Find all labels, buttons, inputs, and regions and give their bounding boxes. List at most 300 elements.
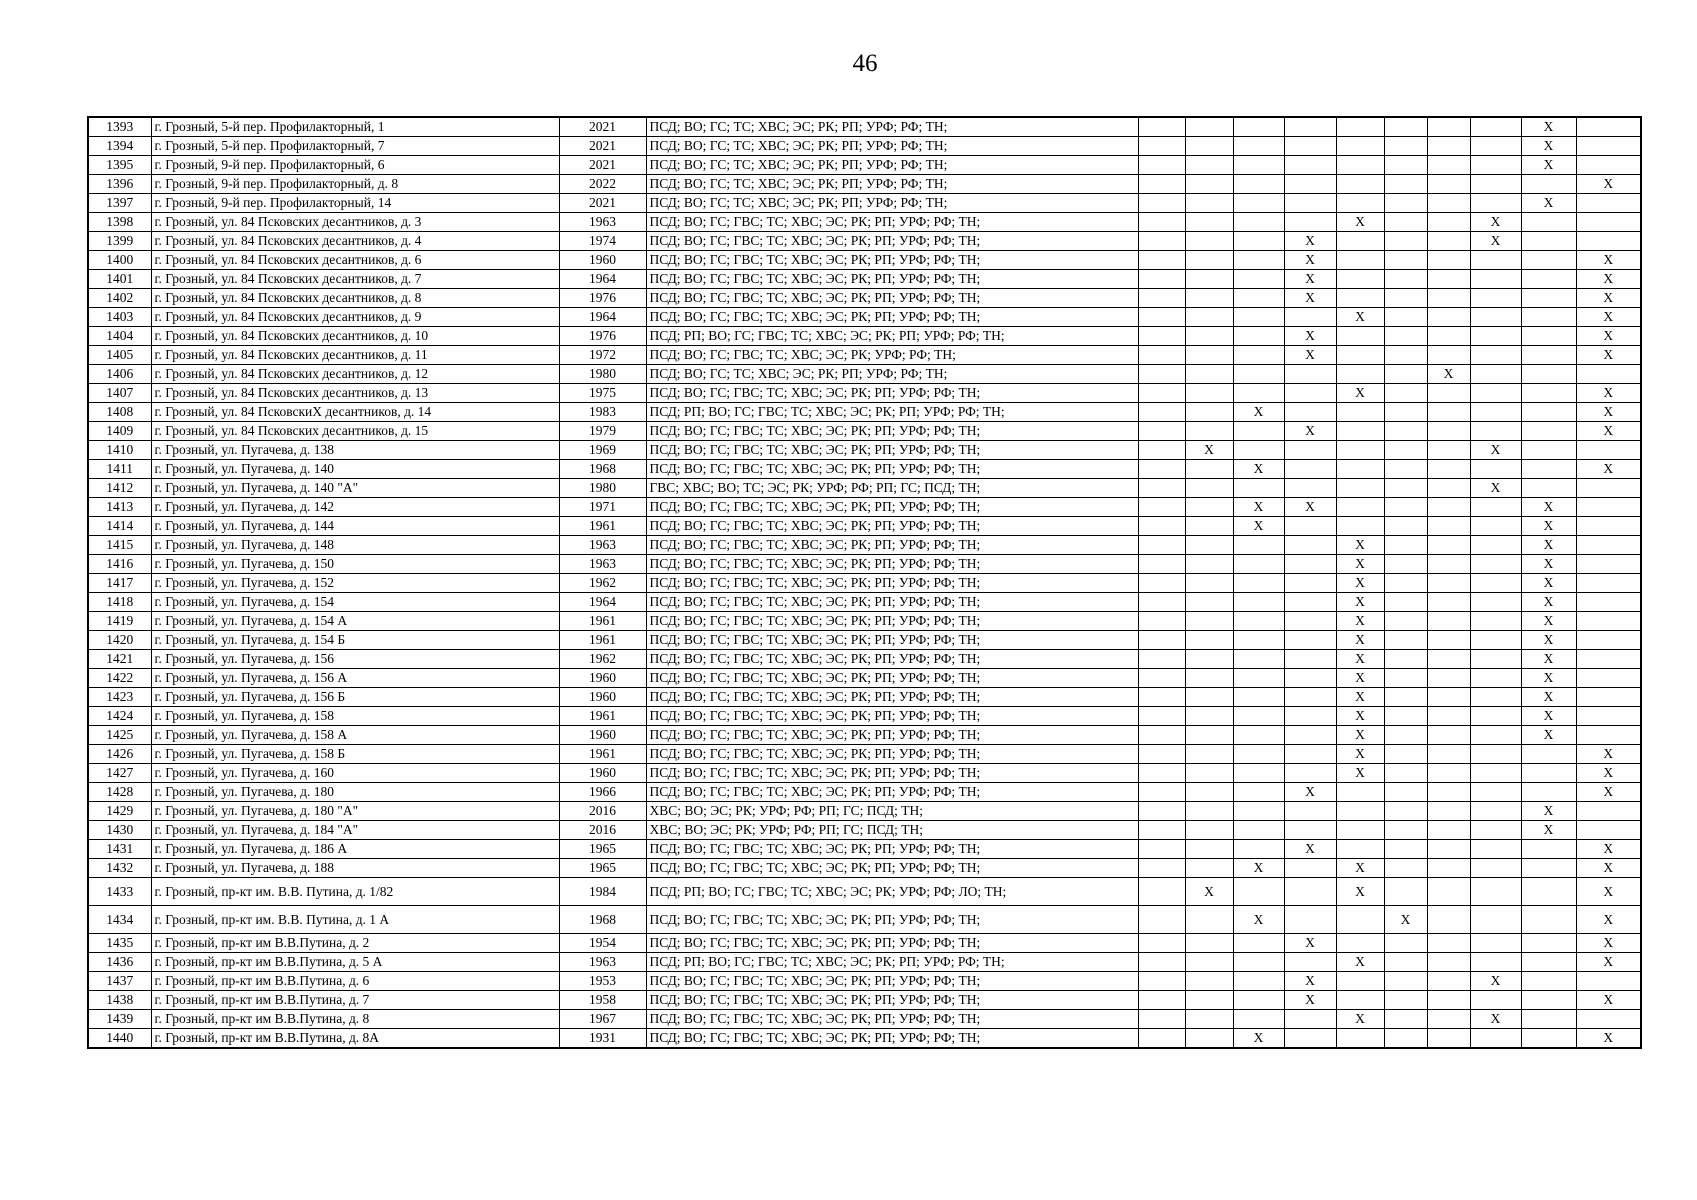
mark-cell: X [1576, 251, 1641, 270]
mark-cell [1233, 991, 1284, 1010]
mark-cell [1427, 441, 1470, 460]
mark-cell [1336, 289, 1384, 308]
mark-cell [1470, 365, 1521, 384]
works-cell: ПСД; ВО; ГС; ГВС; ТС; ХВС; ЭС; РК; РП; УРФ; РФ; ТН; [646, 783, 1138, 802]
mark-cell [1384, 156, 1427, 175]
address-cell: г. Грозный, ул. Пугачева, д. 186 А [151, 840, 559, 859]
mark-cell [1185, 232, 1233, 251]
row-number: 1434 [88, 906, 151, 934]
year-cell: 1976 [559, 327, 646, 346]
year-cell: 1954 [559, 934, 646, 953]
mark-cell [1233, 175, 1284, 194]
mark-cell: X [1284, 232, 1336, 251]
mark-cell [1233, 137, 1284, 156]
mark-cell [1521, 934, 1576, 953]
mark-cell: X [1384, 906, 1427, 934]
mark-cell [1284, 308, 1336, 327]
mark-cell [1284, 953, 1336, 972]
year-cell: 1980 [559, 479, 646, 498]
row-number: 1437 [88, 972, 151, 991]
mark-cell [1521, 232, 1576, 251]
year-cell: 1961 [559, 631, 646, 650]
mark-cell [1284, 688, 1336, 707]
mark-cell [1384, 137, 1427, 156]
mark-cell [1576, 137, 1641, 156]
page-number: 46 [852, 50, 878, 77]
mark-cell [1185, 991, 1233, 1010]
year-cell: 1961 [559, 612, 646, 631]
mark-cell: X [1284, 422, 1336, 441]
mark-cell [1336, 840, 1384, 859]
mark-cell [1427, 479, 1470, 498]
mark-cell [1138, 308, 1185, 327]
mark-cell [1284, 403, 1336, 422]
mark-cell [1233, 574, 1284, 593]
mark-cell [1427, 251, 1470, 270]
address-cell: г. Грозный, пр-кт им. В.В. Путина, д. 1/82 [151, 878, 559, 906]
mark-cell: X [1521, 194, 1576, 213]
mark-cell [1470, 251, 1521, 270]
row-number: 1393 [88, 117, 151, 137]
works-cell: ПСД; ВО; ГС; ГВС; ТС; ХВС; ЭС; РК; РП; УРФ; РФ; ТН; [646, 726, 1138, 745]
mark-cell [1138, 612, 1185, 631]
mark-cell [1384, 934, 1427, 953]
mark-cell: X [1576, 745, 1641, 764]
mark-cell [1521, 906, 1576, 934]
mark-cell [1521, 308, 1576, 327]
address-cell: г. Грозный, ул. 84 Псковских десантников, д. 15 [151, 422, 559, 441]
mark-cell [1470, 821, 1521, 840]
mark-cell: X [1233, 906, 1284, 934]
mark-cell [1384, 555, 1427, 574]
mark-cell [1138, 764, 1185, 783]
mark-cell: X [1233, 517, 1284, 536]
mark-cell [1233, 1010, 1284, 1029]
mark-cell [1233, 650, 1284, 669]
mark-cell: X [1576, 953, 1641, 972]
mark-cell [1185, 117, 1233, 137]
mark-cell [1521, 213, 1576, 232]
mark-cell [1384, 745, 1427, 764]
mark-cell [1384, 612, 1427, 631]
mark-cell [1185, 194, 1233, 213]
mark-cell [1138, 745, 1185, 764]
row-number: 1418 [88, 593, 151, 612]
address-cell: г. Грозный, ул. 84 Псковских десантников, д. 4 [151, 232, 559, 251]
mark-cell [1576, 612, 1641, 631]
row-number: 1420 [88, 631, 151, 650]
mark-cell [1384, 669, 1427, 688]
mark-cell: X [1521, 669, 1576, 688]
mark-cell: X [1336, 688, 1384, 707]
mark-cell: X [1521, 726, 1576, 745]
mark-cell [1470, 327, 1521, 346]
address-cell: г. Грозный, ул. Пугачева, д. 154 А [151, 612, 559, 631]
mark-cell: X [1284, 327, 1336, 346]
mark-cell [1427, 688, 1470, 707]
mark-cell [1384, 498, 1427, 517]
year-cell: 1964 [559, 593, 646, 612]
mark-cell [1233, 783, 1284, 802]
mark-cell [1138, 631, 1185, 650]
mark-cell [1384, 802, 1427, 821]
mark-cell: X [1233, 1029, 1284, 1049]
mark-cell: X [1521, 536, 1576, 555]
table-row [88, 991, 1641, 1010]
year-cell: 1960 [559, 669, 646, 688]
mark-cell: X [1336, 707, 1384, 726]
mark-cell [1138, 251, 1185, 270]
table-row [88, 517, 1641, 536]
works-cell: ПСД; ВО; ГС; ГВС; ТС; ХВС; ЭС; РК; РП; УРФ; РФ; ТН; [646, 631, 1138, 650]
mark-cell [1470, 650, 1521, 669]
table-row [88, 783, 1641, 802]
mark-cell [1427, 934, 1470, 953]
mark-cell: X [1336, 859, 1384, 878]
row-number: 1407 [88, 384, 151, 403]
year-cell: 2022 [559, 175, 646, 194]
mark-cell [1336, 365, 1384, 384]
mark-cell [1138, 175, 1185, 194]
address-cell: г. Грозный, ул. Пугачева, д. 154 Б [151, 631, 559, 650]
address-cell: г. Грозный, пр-кт им В.В.Путина, д. 6 [151, 972, 559, 991]
row-number: 1405 [88, 346, 151, 365]
works-cell: ПСД; ВО; ГС; ГВС; ТС; ХВС; ЭС; РК; РП; УРФ; РФ; ТН; [646, 308, 1138, 327]
mark-cell [1427, 726, 1470, 745]
mark-cell [1576, 117, 1641, 137]
mark-cell [1233, 479, 1284, 498]
mark-cell [1233, 802, 1284, 821]
mark-cell [1470, 555, 1521, 574]
year-cell: 1963 [559, 555, 646, 574]
mark-cell [1576, 479, 1641, 498]
mark-cell [1521, 1010, 1576, 1029]
mark-cell [1138, 593, 1185, 612]
mark-cell: X [1576, 403, 1641, 422]
mark-cell: X [1336, 213, 1384, 232]
mark-cell [1138, 972, 1185, 991]
mark-cell [1384, 707, 1427, 726]
mark-cell [1284, 726, 1336, 745]
year-cell: 1968 [559, 460, 646, 479]
mark-cell: X [1284, 840, 1336, 859]
mark-cell: X [1576, 840, 1641, 859]
mark-cell [1336, 403, 1384, 422]
mark-cell [1427, 270, 1470, 289]
mark-cell [1336, 498, 1384, 517]
mark-cell: X [1521, 593, 1576, 612]
mark-cell [1284, 460, 1336, 479]
address-cell: г. Грозный, ул. 84 Псковских десантников, д. 9 [151, 308, 559, 327]
mark-cell: X [1576, 384, 1641, 403]
row-number: 1430 [88, 821, 151, 840]
mark-cell [1185, 726, 1233, 745]
table-row [88, 175, 1641, 194]
mark-cell [1336, 460, 1384, 479]
mark-cell: X [1576, 346, 1641, 365]
table-row [88, 232, 1641, 251]
address-cell: г. Грозный, ул. 84 Псковских десантников, д. 12 [151, 365, 559, 384]
mark-cell [1284, 707, 1336, 726]
mark-cell [1384, 991, 1427, 1010]
mark-cell [1233, 669, 1284, 688]
row-number: 1400 [88, 251, 151, 270]
address-cell: г. Грозный, ул. Пугачева, д. 144 [151, 517, 559, 536]
row-number: 1417 [88, 574, 151, 593]
works-cell: ГВС; ХВС; ВО; ТС; ЭС; РК; УРФ; РФ; РП; ГС; ПСД; ТН; [646, 479, 1138, 498]
mark-cell [1185, 669, 1233, 688]
works-cell: ПСД; ВО; ГС; ГВС; ТС; ХВС; ЭС; РК; РП; УРФ; РФ; ТН; [646, 840, 1138, 859]
mark-cell [1427, 707, 1470, 726]
mark-cell [1470, 194, 1521, 213]
mark-cell: X [1336, 308, 1384, 327]
mark-cell [1138, 1029, 1185, 1049]
works-cell: ПСД; ВО; ГС; ГВС; ТС; ХВС; ЭС; РК; РП; УРФ; РФ; ТН; [646, 934, 1138, 953]
mark-cell [1470, 953, 1521, 972]
mark-cell [1185, 745, 1233, 764]
mark-cell [1576, 517, 1641, 536]
mark-cell [1427, 232, 1470, 251]
year-cell: 1960 [559, 764, 646, 783]
year-cell: 1984 [559, 878, 646, 906]
mark-cell: X [1336, 764, 1384, 783]
address-cell: г. Грозный, ул. Пугачева, д. 156 Б [151, 688, 559, 707]
mark-cell [1576, 802, 1641, 821]
mark-cell [1384, 308, 1427, 327]
mark-cell [1284, 650, 1336, 669]
mark-cell [1233, 934, 1284, 953]
mark-cell [1284, 517, 1336, 536]
year-cell: 1967 [559, 1010, 646, 1029]
mark-cell [1284, 906, 1336, 934]
mark-cell [1284, 878, 1336, 906]
mark-cell [1521, 384, 1576, 403]
mark-cell [1521, 783, 1576, 802]
row-number: 1403 [88, 308, 151, 327]
table-row [88, 1029, 1641, 1049]
mark-cell [1470, 574, 1521, 593]
row-number: 1438 [88, 991, 151, 1010]
table-row [88, 764, 1641, 783]
table-row [88, 631, 1641, 650]
row-number: 1397 [88, 194, 151, 213]
row-number: 1410 [88, 441, 151, 460]
mark-cell [1233, 953, 1284, 972]
address-cell: г. Грозный, ул. 84 Псковских десантников, д. 7 [151, 270, 559, 289]
mark-cell [1576, 498, 1641, 517]
mark-cell [1138, 117, 1185, 137]
works-cell: ПСД; ВО; ГС; ГВС; ТС; ХВС; ЭС; РК; РП; УРФ; РФ; ТН; [646, 498, 1138, 517]
mark-cell [1185, 403, 1233, 422]
mark-cell: X [1576, 1029, 1641, 1049]
year-cell: 1963 [559, 953, 646, 972]
works-cell: ПСД; ВО; ГС; ГВС; ТС; ХВС; ЭС; РК; РП; УРФ; РФ; ТН; [646, 232, 1138, 251]
mark-cell [1185, 213, 1233, 232]
row-number: 1440 [88, 1029, 151, 1049]
mark-cell [1138, 783, 1185, 802]
works-cell: ПСД; ВО; ГС; ТС; ХВС; ЭС; РК; РП; УРФ; РФ; ТН; [646, 365, 1138, 384]
address-cell: г. Грозный, ул. 84 Псковских десантников, д. 6 [151, 251, 559, 270]
address-cell: г. Грозный, ул. Пугачева, д. 150 [151, 555, 559, 574]
mark-cell [1138, 991, 1185, 1010]
mark-cell [1284, 137, 1336, 156]
works-cell: ПСД; ВО; ГС; ГВС; ТС; ХВС; ЭС; РК; РП; УРФ; РФ; ТН; [646, 251, 1138, 270]
works-cell: ПСД; ВО; ГС; ГВС; ТС; ХВС; ЭС; РК; РП; УРФ; РФ; ТН; [646, 574, 1138, 593]
table-row [88, 289, 1641, 308]
works-cell: ПСД; ВО; ГС; ТС; ХВС; ЭС; РК; РП; УРФ; РФ; ТН; [646, 137, 1138, 156]
mark-cell [1470, 934, 1521, 953]
year-cell: 2016 [559, 821, 646, 840]
table-row [88, 972, 1641, 991]
works-cell: ПСД; ВО; ГС; ГВС; ТС; ХВС; ЭС; РК; РП; УРФ; РФ; ТН; [646, 536, 1138, 555]
mark-cell [1427, 953, 1470, 972]
mark-cell [1427, 460, 1470, 479]
row-number: 1428 [88, 783, 151, 802]
address-cell: г. Грозный, ул. Пугачева, д. 138 [151, 441, 559, 460]
mark-cell [1233, 612, 1284, 631]
mark-cell [1138, 460, 1185, 479]
mark-cell [1427, 612, 1470, 631]
mark-cell [1470, 270, 1521, 289]
mark-cell [1576, 1010, 1641, 1029]
table-row [88, 555, 1641, 574]
mark-cell [1427, 327, 1470, 346]
mark-cell [1384, 878, 1427, 906]
mark-cell [1384, 859, 1427, 878]
works-cell: ПСД; РП; ВО; ГС; ГВС; ТС; ХВС; ЭС; РК; УРФ; РФ; ЛО; ТН; [646, 878, 1138, 906]
mark-cell [1427, 650, 1470, 669]
mark-cell [1384, 821, 1427, 840]
mark-cell [1384, 1029, 1427, 1049]
table-row [88, 745, 1641, 764]
mark-cell [1185, 479, 1233, 498]
mark-cell [1576, 650, 1641, 669]
mark-cell [1576, 593, 1641, 612]
mark-cell [1284, 555, 1336, 574]
table-row [88, 460, 1641, 479]
mark-cell [1138, 802, 1185, 821]
address-cell: г. Грозный, пр-кт им В.В.Путина, д. 7 [151, 991, 559, 1010]
mark-cell [1521, 175, 1576, 194]
address-cell: г. Грозный, ул. Пугачева, д. 158 Б [151, 745, 559, 764]
year-cell: 1961 [559, 517, 646, 536]
mark-cell [1284, 574, 1336, 593]
mark-cell [1284, 213, 1336, 232]
mark-cell [1470, 991, 1521, 1010]
mark-cell [1576, 688, 1641, 707]
works-cell: ПСД; ВО; ГС; ГВС; ТС; ХВС; ЭС; РК; РП; УРФ; РФ; ТН; [646, 669, 1138, 688]
mark-cell [1138, 517, 1185, 536]
mark-cell: X [1576, 783, 1641, 802]
mark-cell [1336, 117, 1384, 137]
row-number: 1429 [88, 802, 151, 821]
year-cell: 1958 [559, 991, 646, 1010]
mark-cell [1470, 156, 1521, 175]
mark-cell [1470, 422, 1521, 441]
mark-cell [1185, 289, 1233, 308]
mark-cell [1185, 498, 1233, 517]
mark-cell [1336, 783, 1384, 802]
mark-cell [1576, 972, 1641, 991]
mark-cell [1233, 821, 1284, 840]
year-cell: 1960 [559, 251, 646, 270]
address-cell: г. Грозный, 5-й пер. Профилакторный, 1 [151, 117, 559, 137]
table-row [88, 403, 1641, 422]
mark-cell [1284, 384, 1336, 403]
year-cell: 1979 [559, 422, 646, 441]
mark-cell [1185, 859, 1233, 878]
mark-cell [1470, 308, 1521, 327]
works-cell: ПСД; ВО; ГС; ГВС; ТС; ХВС; ЭС; РК; РП; УРФ; РФ; ТН; [646, 517, 1138, 536]
mark-cell [1427, 972, 1470, 991]
mark-cell [1521, 327, 1576, 346]
works-cell: ПСД; ВО; ГС; ГВС; ТС; ХВС; ЭС; РК; РП; УРФ; РФ; ТН; [646, 745, 1138, 764]
mark-cell: X [1576, 308, 1641, 327]
mark-cell [1384, 953, 1427, 972]
mark-cell [1427, 574, 1470, 593]
mark-cell: X [1521, 555, 1576, 574]
mark-cell: X [1521, 517, 1576, 536]
address-cell: г. Грозный, пр-кт им В.В.Путина, д. 8 [151, 1010, 559, 1029]
year-cell: 1975 [559, 384, 646, 403]
table-row [88, 137, 1641, 156]
mark-cell [1138, 726, 1185, 745]
mark-cell [1576, 441, 1641, 460]
mark-cell [1521, 764, 1576, 783]
mark-cell [1284, 175, 1336, 194]
mark-cell [1336, 346, 1384, 365]
mark-cell [1576, 726, 1641, 745]
mark-cell [1284, 156, 1336, 175]
mark-cell: X [1521, 821, 1576, 840]
mark-cell [1384, 574, 1427, 593]
mark-cell [1470, 631, 1521, 650]
address-cell: г. Грозный, ул. 84 Псковских десантников, д. 13 [151, 384, 559, 403]
mark-cell [1427, 308, 1470, 327]
mark-cell [1233, 536, 1284, 555]
mark-cell: X [1233, 498, 1284, 517]
mark-cell [1384, 384, 1427, 403]
mark-cell [1521, 479, 1576, 498]
mark-cell [1521, 251, 1576, 270]
mark-cell: X [1284, 346, 1336, 365]
mark-cell: X [1336, 953, 1384, 972]
table-row [88, 213, 1641, 232]
table-row [88, 498, 1641, 517]
address-cell: г. Грозный, пр-кт им В.В.Путина, д. 2 [151, 934, 559, 953]
year-cell: 1969 [559, 441, 646, 460]
mark-cell [1470, 726, 1521, 745]
mark-cell: X [1521, 156, 1576, 175]
row-number: 1426 [88, 745, 151, 764]
mark-cell [1138, 441, 1185, 460]
mark-cell [1384, 517, 1427, 536]
mark-cell [1427, 821, 1470, 840]
mark-cell [1521, 270, 1576, 289]
mark-cell [1470, 289, 1521, 308]
mark-cell [1427, 906, 1470, 934]
address-cell: г. Грозный, ул. Пугачева, д. 140 "А" [151, 479, 559, 498]
table-row [88, 707, 1641, 726]
address-cell: г. Грозный, ул. 84 Псковских десантников, д. 8 [151, 289, 559, 308]
mark-cell [1185, 650, 1233, 669]
mark-cell [1185, 1010, 1233, 1029]
row-number: 1436 [88, 953, 151, 972]
mark-cell [1576, 821, 1641, 840]
table-row [88, 593, 1641, 612]
row-number: 1408 [88, 403, 151, 422]
mark-cell [1233, 593, 1284, 612]
